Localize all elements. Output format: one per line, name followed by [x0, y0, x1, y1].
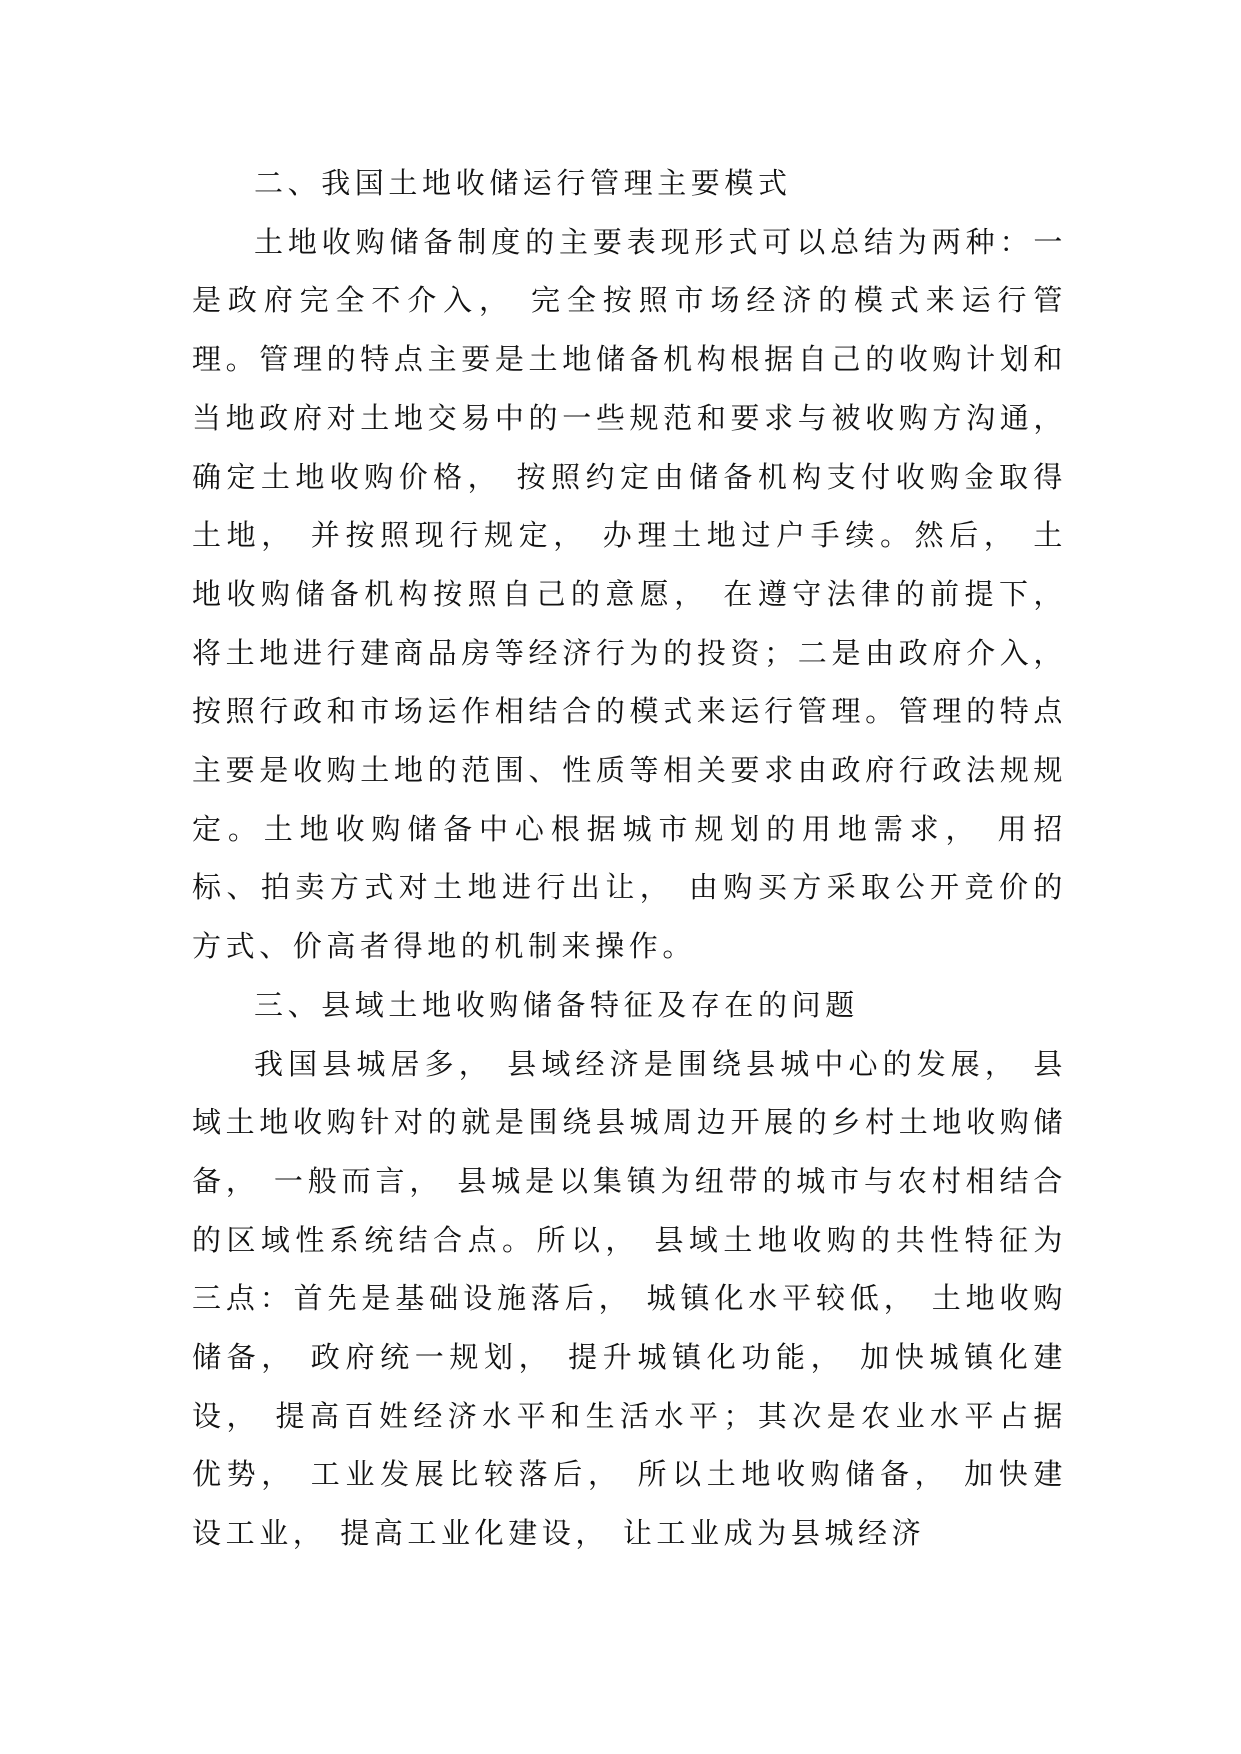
section-heading-3: 三、县域土地收购储备特征及存在的问题 — [254, 987, 859, 1022]
document-body — [192, 154, 1067, 1563]
section-heading-2: 二、我国土地收储运行管理主要模式 — [254, 166, 792, 200]
body-paragraph-2: 我国县城居多， 县域经济是围绕县城中心的发展， 县域土地收购针对的就是围绕县城周边开展的乡村土地收购储备， 一般而言， 县城是以集镇为纽带的城市与农村相结合的区域性系统结合点。所以， 县域土地收购的共性特征为三点：首先是基础设施落后， 城镇化水平较低， 土地收购储备， 政府统一规划， 提升城镇化功能， 加快城镇化建设， 提高百姓经济水平和生活水平；其次是农业水平占据优势， 工业发展比较落后， 所以土地收购储备， 加快建设工业， 提高工业化建设， 让工业成为县城经济 — [192, 1046, 1067, 1551]
body-paragraph-1: 土地收购储备制度的主要表现形式可以总结为两种：一是政府完全不介入， 完全按照市场经济的模式来运行管理。管理的特点主要是土地储备机构根据自己的收购计划和当地政府对土地交易中的一些规范和要求与被收购方沟通， 确定土地收购价格， 按照约定由储备机构支付收购金取得土地， 并按照现行规定， 办理土地过户手续。然后， 土地收购储备机构按照自己的意愿， 在遵守法律的前提下， 将土地进行建商品房等经济行为的投资；二是由政府介入，按照行政和市场运作相结合的模式来运行管理。管理的特点主要是收购土地的范围、性质等相关要求由政府行政法规规定。土地收购储备中心根据城市规划的用地需求， 用招标、拍卖方式对土地进行出让， 由购买方采取公开竞价的方式、价高者得地的机制来操作。 — [192, 224, 1067, 964]
